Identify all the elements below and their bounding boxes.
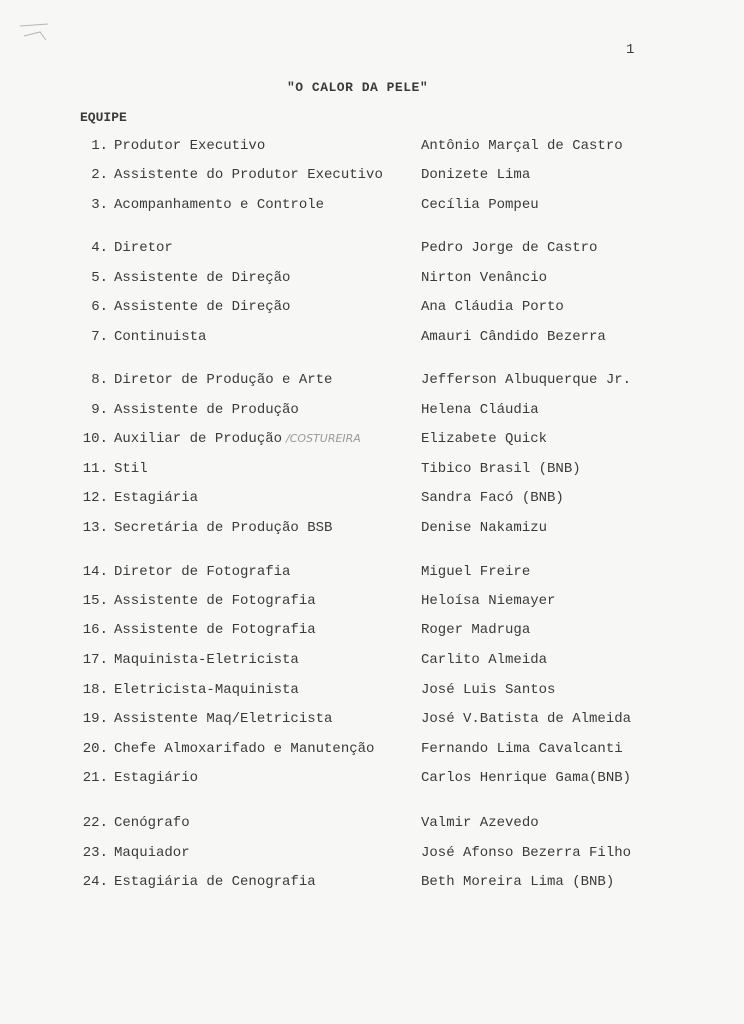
crew-role-text: Maquiador xyxy=(114,845,190,861)
document-title: "O CALOR DA PELE" xyxy=(287,80,429,95)
crew-role xyxy=(114,813,190,833)
crew-row xyxy=(0,680,744,700)
crew-role-text: Assistente de Fotografia xyxy=(114,593,316,609)
crew-number: 4. xyxy=(91,240,108,256)
crew-number: 1. xyxy=(91,138,108,154)
crew-role xyxy=(114,562,290,582)
crew-role xyxy=(114,136,265,156)
crew-number: 21. xyxy=(82,770,108,786)
crew-number: 6. xyxy=(91,299,108,315)
crew-role xyxy=(114,739,374,759)
crew-role-text: Diretor xyxy=(114,240,173,256)
crew-row xyxy=(0,488,744,508)
crew-row xyxy=(0,370,744,390)
crew-role-text: Diretor de Fotografia xyxy=(114,564,291,580)
crew-role xyxy=(114,297,290,317)
crew-number: 7. xyxy=(91,329,108,345)
crew-name: Antônio Marçal de Castro xyxy=(421,138,623,154)
crew-role xyxy=(114,400,299,420)
crew-name: Pedro Jorge de Castro xyxy=(421,240,598,256)
crew-number: 23. xyxy=(82,845,108,861)
crew-name: Elizabete Quick xyxy=(421,431,548,447)
crew-role-text: Cenógrafo xyxy=(114,815,190,831)
crew-name: Fernando Lima Cavalcanti xyxy=(421,741,623,757)
crew-role xyxy=(114,872,316,892)
crew-role xyxy=(114,620,316,640)
crew-role xyxy=(114,709,332,729)
crew-role-text: Chefe Almoxarifado e Manutenção xyxy=(114,741,375,757)
crew-role-text: Auxiliar de Produção xyxy=(114,431,283,447)
crew-name: Heloísa Niemayer xyxy=(421,593,556,609)
page-number: 1 xyxy=(626,42,635,58)
crew-role-text: Stil xyxy=(114,461,148,477)
crew-row xyxy=(0,843,744,863)
crew-name: Valmir Azevedo xyxy=(421,815,539,831)
crew-name: Carlito Almeida xyxy=(421,652,548,668)
crew-name: Sandra Facó (BNB) xyxy=(421,490,564,506)
crew-row xyxy=(0,562,744,582)
crew-role-text: Assistente de Produção xyxy=(114,402,299,418)
crew-row xyxy=(0,768,744,788)
crew-name: Donizete Lima xyxy=(421,167,531,183)
crew-name: Beth Moreira Lima (BNB) xyxy=(421,874,615,890)
crew-number: 8. xyxy=(91,372,108,388)
crew-number: 2. xyxy=(91,167,108,183)
crew-number: 18. xyxy=(82,682,108,698)
crew-role-text: Assistente Maq/Eletricista xyxy=(114,711,333,727)
crew-number: 15. xyxy=(82,593,108,609)
crew-number: 16. xyxy=(82,622,108,638)
crew-role-text: Estagiária xyxy=(114,490,199,506)
crew-number: 19. xyxy=(82,711,108,727)
crew-number: 11. xyxy=(82,461,108,477)
crew-row xyxy=(0,739,744,759)
crew-role-text: Eletricista-Maquinista xyxy=(114,682,299,698)
crew-row xyxy=(0,591,744,611)
crew-number: 24. xyxy=(82,874,108,890)
crew-role xyxy=(114,327,206,347)
crew-row xyxy=(0,650,744,670)
crew-name: Helena Cláudia xyxy=(421,402,539,418)
crew-name: Nirton Venâncio xyxy=(421,270,548,286)
crew-role xyxy=(114,680,299,700)
crew-role-text: Continuista xyxy=(114,329,207,345)
crew-role xyxy=(114,650,299,670)
crew-role-text: Assistente de Direção xyxy=(114,270,291,286)
crew-role xyxy=(114,238,173,258)
crew-name: José V.Batista de Almeida xyxy=(421,711,632,727)
crew-name: Denise Nakamizu xyxy=(421,520,548,536)
crew-row xyxy=(0,195,744,215)
crew-role xyxy=(114,165,383,185)
crew-row xyxy=(0,268,744,288)
crew-row xyxy=(0,620,744,640)
crew-name: Ana Cláudia Porto xyxy=(421,299,564,315)
crew-row xyxy=(0,297,744,317)
crew-role-text: Assistente de Fotografia xyxy=(114,622,316,638)
crew-row xyxy=(0,165,744,185)
crew-name: Miguel Freire xyxy=(421,564,531,580)
crew-role-text: Assistente do Produtor Executivo xyxy=(114,167,383,183)
section-heading: EQUIPE xyxy=(80,110,127,125)
crew-name: José Luis Santos xyxy=(421,682,556,698)
crew-row xyxy=(0,400,744,420)
crew-name: Cecília Pompeu xyxy=(421,197,539,213)
crew-row xyxy=(0,518,744,538)
crew-role xyxy=(114,429,361,449)
crew-number: 12. xyxy=(82,490,108,506)
crew-row xyxy=(0,327,744,347)
crew-row xyxy=(0,136,744,156)
crew-role-text: Estagiário xyxy=(114,770,199,786)
crew-role xyxy=(114,195,324,215)
crew-name: Roger Madruga xyxy=(421,622,531,638)
crew-number: 17. xyxy=(82,652,108,668)
crew-row xyxy=(0,429,744,449)
crew-number: 20. xyxy=(82,741,108,757)
crew-role xyxy=(114,518,332,538)
crew-row xyxy=(0,459,744,479)
crew-role-text: Estagiária de Cenografia xyxy=(114,874,316,890)
handwritten-annotation: /COSTUREIRA xyxy=(286,432,361,445)
crew-role xyxy=(114,768,198,788)
crew-role xyxy=(114,370,332,390)
crew-row xyxy=(0,709,744,729)
crew-row xyxy=(0,872,744,892)
crew-name: José Afonso Bezerra Filho xyxy=(421,845,632,861)
ink-smudge-mark xyxy=(18,22,54,46)
crew-name: Amauri Cândido Bezerra xyxy=(421,329,606,345)
crew-number: 14. xyxy=(82,564,108,580)
crew-role xyxy=(114,459,148,479)
crew-role xyxy=(114,591,316,611)
crew-number: 5. xyxy=(91,270,108,286)
crew-role xyxy=(114,843,190,863)
crew-row xyxy=(0,813,744,833)
crew-number: 10. xyxy=(82,431,108,447)
crew-role-text: Assistente de Direção xyxy=(114,299,291,315)
crew-role-text: Diretor de Produção e Arte xyxy=(114,372,333,388)
crew-role-text: Maquinista-Eletricista xyxy=(114,652,299,668)
crew-number: 13. xyxy=(82,520,108,536)
crew-name: Tibico Brasil (BNB) xyxy=(421,461,581,477)
crew-role xyxy=(114,268,290,288)
crew-number: 3. xyxy=(91,197,108,213)
crew-row xyxy=(0,238,744,258)
crew-role-text: Secretária de Produção BSB xyxy=(114,520,333,536)
crew-name: Jefferson Albuquerque Jr. xyxy=(421,372,632,388)
crew-number: 22. xyxy=(82,815,108,831)
crew-role-text: Produtor Executivo xyxy=(114,138,266,154)
crew-role-text: Acompanhamento e Controle xyxy=(114,197,325,213)
crew-role xyxy=(114,488,198,508)
crew-name: Carlos Henrique Gama(BNB) xyxy=(421,770,632,786)
crew-number: 9. xyxy=(91,402,108,418)
